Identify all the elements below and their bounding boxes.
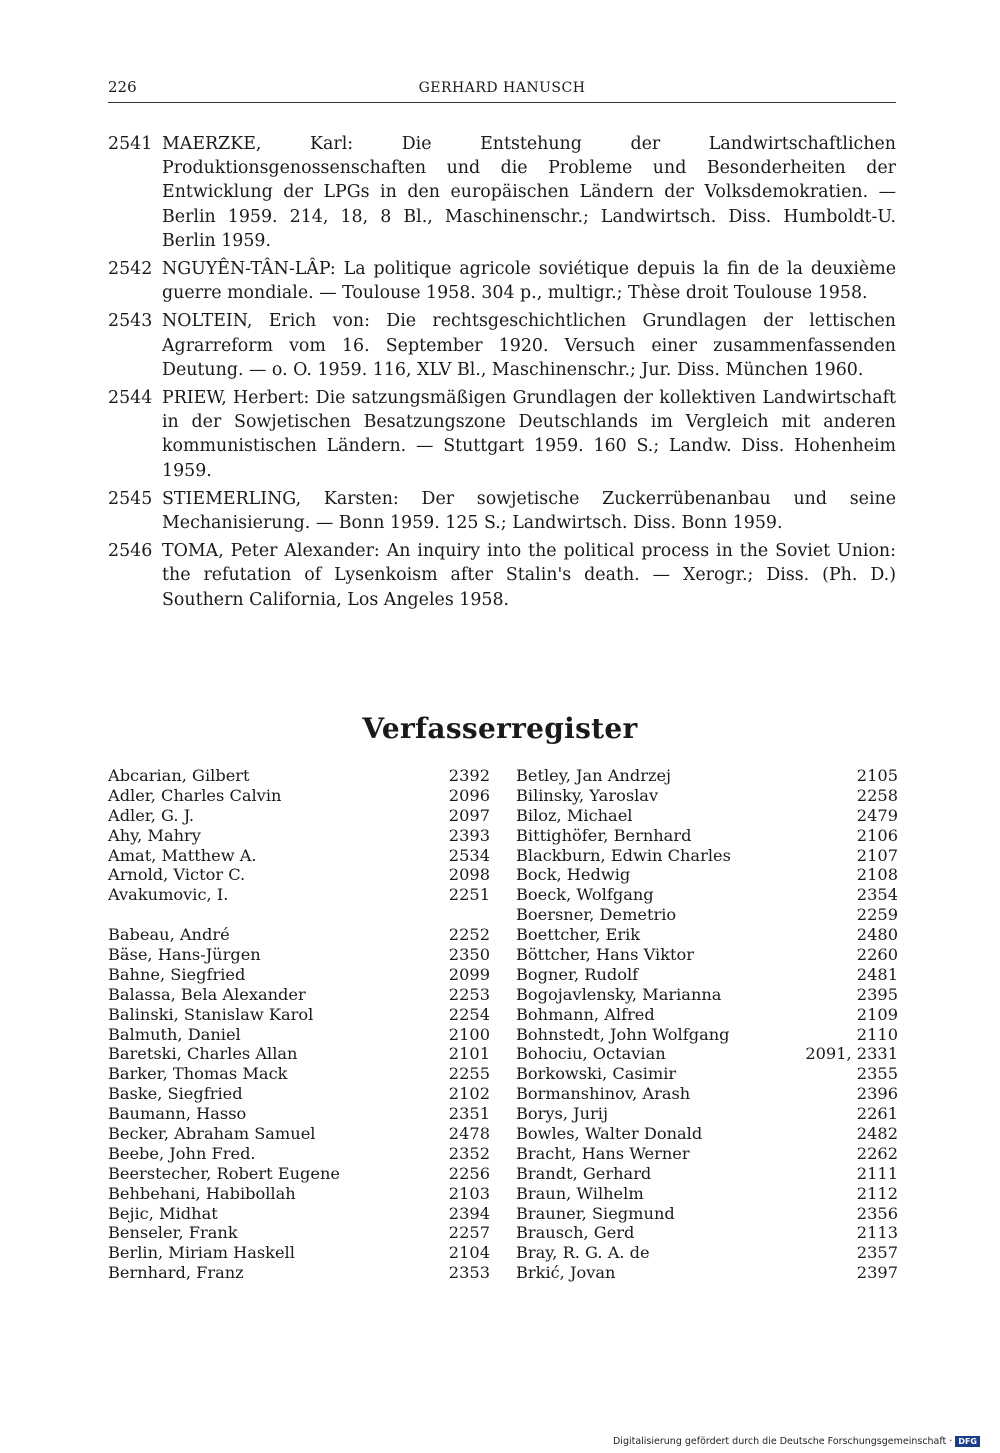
register-row xyxy=(108,786,490,806)
author-name: Brkić, Jovan xyxy=(516,1263,616,1283)
author-name: Braun, Wilhelm xyxy=(516,1183,644,1203)
author-name: Balinski, Stanislaw Karol xyxy=(108,1004,314,1024)
entry-number: 2543 xyxy=(108,311,153,332)
register-row xyxy=(108,1124,490,1144)
author-name: Bahne, Siegfried xyxy=(108,964,246,984)
entry-reference: 2098 xyxy=(448,865,490,885)
author-name: Bejic, Midhat xyxy=(108,1203,218,1223)
author-name: Borys, Jurij xyxy=(516,1104,608,1124)
register-row xyxy=(516,826,898,846)
author-name: Arnold, Victor C. xyxy=(108,865,246,885)
entry-number: 2546 xyxy=(108,541,153,562)
author-name: Adler, Charles Calvin xyxy=(108,785,282,805)
register-row xyxy=(516,925,898,945)
entry-reference: 2109 xyxy=(856,1004,898,1024)
register-row xyxy=(108,945,490,965)
author-name: Bäse, Hans-Jürgen xyxy=(108,945,261,965)
author-name: Brandt, Gerhard xyxy=(516,1163,652,1183)
entry-reference: 2254 xyxy=(448,1004,490,1024)
entry-reference: 2106 xyxy=(856,825,898,845)
entry-text: MAERZKE, Karl: Die Entstehung der Landwirtschaftlichen Produktionsgenossenschaften und die Probleme und Besonderheiten der Entwicklung der LPGs in den europäischen Ländern der Volksdemokratien. — Berlin 1959. 214, 18, 8 Bl., Maschinenschr.; Landwirtsch. Diss. Humboldt-U. Berlin 1959. xyxy=(162,134,896,251)
register-row xyxy=(516,846,898,866)
entry-reference: 2097 xyxy=(448,805,490,825)
register-row xyxy=(516,806,898,826)
entry-number: 2545 xyxy=(108,488,153,509)
register-row xyxy=(108,1064,490,1084)
author-name: Berlin, Miriam Haskell xyxy=(108,1243,295,1263)
author-name: Balassa, Bela Alexander xyxy=(108,984,306,1004)
entry-reference: 2102 xyxy=(448,1084,490,1104)
entry-reference: 2393 xyxy=(448,825,490,845)
author-name: Ahy, Mahry xyxy=(108,825,201,845)
author-name: Bormanshinov, Arash xyxy=(516,1084,691,1104)
register-row xyxy=(516,1204,898,1224)
entry-number: 2542 xyxy=(108,259,153,280)
entry-reference: 2255 xyxy=(448,1064,490,1084)
register-row xyxy=(108,806,490,826)
register-row xyxy=(516,905,898,925)
entry-reference: 2480 xyxy=(856,925,898,945)
register-row xyxy=(108,766,490,786)
register-row xyxy=(516,985,898,1005)
entry-reference: 2111 xyxy=(856,1163,898,1183)
author-name: Bray, R. G. A. de xyxy=(516,1243,650,1263)
register-column-right xyxy=(516,766,898,1283)
author-name: Becker, Abraham Samuel xyxy=(108,1124,316,1144)
author-name: Bracht, Hans Werner xyxy=(516,1143,690,1163)
author-name: Bowles, Walter Donald xyxy=(516,1124,703,1144)
entry-reference: 2482 xyxy=(856,1124,898,1144)
register-row xyxy=(516,1025,898,1045)
entry-reference: 2251 xyxy=(448,885,490,905)
entry-reference: 2099 xyxy=(448,964,490,984)
register-row xyxy=(516,945,898,965)
running-head: GERHARD HANUSCH xyxy=(418,80,586,96)
bibliography-entry xyxy=(108,309,896,382)
entry-reference: 2103 xyxy=(448,1183,490,1203)
author-name: Bilinsky, Yaroslav xyxy=(516,785,659,805)
register-row xyxy=(108,1184,490,1204)
register-row xyxy=(108,985,490,1005)
author-name: Barker, Thomas Mack xyxy=(108,1064,288,1084)
author-name: Behbehani, Habibollah xyxy=(108,1183,296,1203)
author-name: Bohnstedt, John Wolfgang xyxy=(516,1024,730,1044)
entry-reference: 2481 xyxy=(856,964,898,984)
entry-reference: 2478 xyxy=(448,1124,490,1144)
register-row xyxy=(108,846,490,866)
register-row xyxy=(516,965,898,985)
author-name: Borkowski, Casimir xyxy=(516,1064,677,1084)
author-name: Boersner, Demetrio xyxy=(516,905,677,925)
entry-reference: 2091, 2331 xyxy=(805,1044,898,1064)
author-name: Baretski, Charles Allan xyxy=(108,1044,298,1064)
entry-reference: 2350 xyxy=(448,945,490,965)
register-row xyxy=(516,1144,898,1164)
register-row xyxy=(516,1164,898,1184)
entry-reference: 2261 xyxy=(856,1104,898,1124)
entry-text: NGUYÊN-TÂN-LÂP: La politique agricole soviétique depuis la fin de la deuxième guerre mondiale. — Toulouse 1958. 304 p., multigr.; Thèse droit Toulouse 1958. xyxy=(162,259,896,304)
register-row xyxy=(108,1263,490,1283)
register-row xyxy=(516,1184,898,1204)
register-row xyxy=(108,826,490,846)
page-number: 226 xyxy=(108,78,137,96)
entry-reference: 2260 xyxy=(856,945,898,965)
entry-reference: 2108 xyxy=(856,865,898,885)
entry-reference: 2096 xyxy=(448,785,490,805)
register-row xyxy=(516,1064,898,1084)
register-row xyxy=(108,1223,490,1243)
register-row xyxy=(108,1104,490,1124)
author-name: Bogner, Rudolf xyxy=(516,964,639,984)
entry-reference: 2100 xyxy=(448,1024,490,1044)
author-name: Brausch, Gerd xyxy=(516,1223,635,1243)
author-name: Balmuth, Daniel xyxy=(108,1024,241,1044)
author-name: Bernhard, Franz xyxy=(108,1263,244,1283)
entry-reference: 2262 xyxy=(856,1143,898,1163)
register-row xyxy=(516,786,898,806)
entry-reference: 2107 xyxy=(856,845,898,865)
entry-reference: 2101 xyxy=(448,1044,490,1064)
register-row xyxy=(516,1044,898,1064)
entry-reference: 2259 xyxy=(856,905,898,925)
bibliography-entry xyxy=(108,386,896,483)
entry-text: NOLTEIN, Erich von: Die rechtsgeschichtlichen Grundlagen der lettischen Agrarreform vom 16. September 1920. Versuch einer zusammenfassenden Deutung. — o. O. 1959. 116, XLV Bl., Maschinenschr.; Jur. Diss. München 1960. xyxy=(162,311,896,380)
bibliography-entry xyxy=(108,539,896,612)
register-row xyxy=(108,1084,490,1104)
entry-reference: 2113 xyxy=(856,1223,898,1243)
author-name: Adler, G. J. xyxy=(108,805,195,825)
entry-reference: 2352 xyxy=(448,1143,490,1163)
entry-reference: 2351 xyxy=(448,1104,490,1124)
entry-reference: 2534 xyxy=(448,845,490,865)
register-title: Verfasserregister xyxy=(362,712,638,745)
register-row xyxy=(516,1084,898,1104)
register-row xyxy=(108,1164,490,1184)
entry-reference: 2252 xyxy=(448,925,490,945)
register-row xyxy=(108,1204,490,1224)
entry-reference: 2257 xyxy=(448,1223,490,1243)
entry-reference: 2256 xyxy=(448,1163,490,1183)
register-row xyxy=(108,1243,490,1263)
entry-reference: 2392 xyxy=(448,766,490,785)
dfg-logo: DFG xyxy=(955,1436,980,1447)
author-name: Brauner, Siegmund xyxy=(516,1203,675,1223)
author-name: Blackburn, Edwin Charles xyxy=(516,845,731,865)
entry-reference: 2356 xyxy=(856,1203,898,1223)
entry-reference: 2105 xyxy=(856,766,898,785)
author-name: Bock, Hedwig xyxy=(516,865,631,885)
author-name: Bohociu, Octavian xyxy=(516,1044,666,1064)
entry-reference: 2110 xyxy=(856,1024,898,1044)
register-row xyxy=(108,885,490,905)
entry-reference: 2258 xyxy=(856,785,898,805)
author-name: Abcarian, Gilbert xyxy=(108,766,250,785)
entry-reference: 2253 xyxy=(448,984,490,1004)
author-name: Baumann, Hasso xyxy=(108,1104,247,1124)
author-name: Boeck, Wolfgang xyxy=(516,885,654,905)
entry-reference: 2354 xyxy=(856,885,898,905)
entry-reference: 2479 xyxy=(856,805,898,825)
register-row xyxy=(108,1044,490,1064)
entry-reference: 2395 xyxy=(856,984,898,1004)
author-name: Bohmann, Alfred xyxy=(516,1004,655,1024)
bibliography-entry xyxy=(108,132,896,253)
register-row xyxy=(516,1005,898,1025)
register-row xyxy=(516,1263,898,1283)
entry-reference: 2357 xyxy=(856,1243,898,1263)
author-name: Babeau, André xyxy=(108,925,230,945)
author-name: Boettcher, Erik xyxy=(516,925,641,945)
entry-number: 2544 xyxy=(108,388,153,409)
author-name: Bittighöfer, Bernhard xyxy=(516,825,692,845)
register-row xyxy=(108,925,490,945)
register-row xyxy=(516,1124,898,1144)
author-name: Benseler, Frank xyxy=(108,1223,238,1243)
entry-reference: 2355 xyxy=(856,1064,898,1084)
entry-reference: 2353 xyxy=(448,1263,490,1283)
register-row xyxy=(516,1243,898,1263)
register-row xyxy=(108,965,490,985)
author-name: Biloz, Michael xyxy=(516,805,633,825)
author-name: Betley, Jan Andrzej xyxy=(516,766,672,785)
register-row xyxy=(516,865,898,885)
author-name: Beerstecher, Robert Eugene xyxy=(108,1163,340,1183)
entry-reference: 2112 xyxy=(856,1183,898,1203)
register-row xyxy=(516,766,898,786)
entry-number: 2541 xyxy=(108,134,153,154)
entry-reference: 2104 xyxy=(448,1243,490,1263)
author-name: Baske, Siegfried xyxy=(108,1084,243,1104)
footer-text: Digitalisierung gefördert durch die Deutsche Forschungsgemeinschaft · xyxy=(612,1436,953,1447)
entry-text: PRIEW, Herbert: Die satzungsmäßigen Grundlagen der kollektiven Landwirtschaft in der Sowjetischen Besatzungszone Deutschlands im Vergleich mit anderen kommunistischen Ländern. — Stuttgart 1959. 160 S.; Landw. Diss. Hohenheim 1959. xyxy=(162,388,896,481)
entry-text: STIEMERLING, Karsten: Der sowjetische Zuckerrübenanbau und seine Mechanisierung. — Bonn 1959. 125 S.; Landwirtsch. Diss. Bonn 1959. xyxy=(162,488,896,534)
author-name: Amat, Matthew A. xyxy=(108,845,257,865)
register-row xyxy=(108,865,490,885)
entry-reference: 2394 xyxy=(448,1203,490,1223)
entry-reference: 2396 xyxy=(856,1084,898,1104)
register-row xyxy=(108,1144,490,1164)
register-row xyxy=(516,1223,898,1243)
author-name: Beebe, John Fred. xyxy=(108,1143,256,1163)
entry-text: TOMA, Peter Alexander: An inquiry into the political process in the Soviet Union: the refutation of Lysenkoism after Stalin's death. — Xerogr.; Diss. (Ph. D.) Southern California, Los Angeles 1958. xyxy=(162,541,896,610)
register-row xyxy=(108,1005,490,1025)
bibliography-entries xyxy=(108,132,896,616)
entry-reference: 2397 xyxy=(856,1263,898,1283)
bibliography-entry xyxy=(108,487,896,535)
bibliography-entry xyxy=(108,257,896,305)
digitization-footer xyxy=(613,1436,980,1447)
author-name: Böttcher, Hans Viktor xyxy=(516,945,694,965)
register-row xyxy=(516,1104,898,1124)
register-row xyxy=(516,885,898,905)
page-header xyxy=(108,78,896,103)
author-name: Avakumovic, I. xyxy=(108,885,229,905)
register-column-left xyxy=(108,766,490,1283)
register-row xyxy=(108,1025,490,1045)
author-name: Bogojavlensky, Marianna xyxy=(516,984,722,1004)
